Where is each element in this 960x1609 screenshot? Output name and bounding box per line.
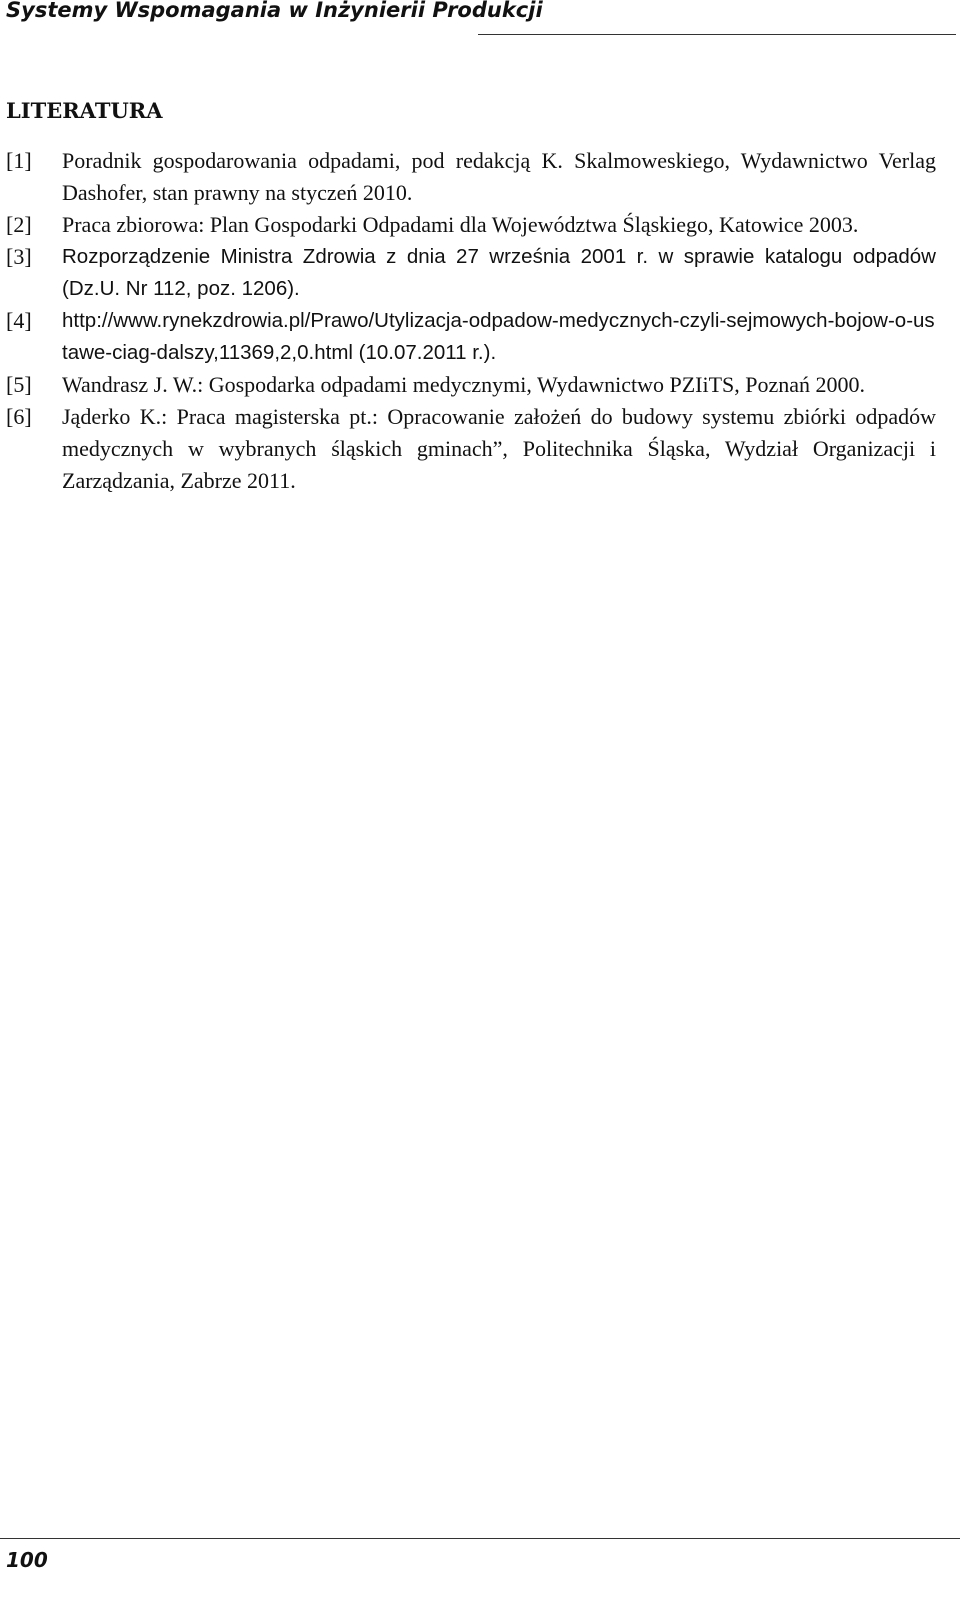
reference-url-text[interactable]: http://www.rynekzdrowia.pl/Prawo/Utylizacja-odpadow-medycznych-czyli-sejmowych-bojow-o-ustawe-ciag-dalszy,11369,2,0.html (10.07.2011 r.).	[62, 309, 935, 364]
reference-number: [4]	[6, 308, 32, 333]
reference-text: Jąderko K.: Praca magisterska pt.: Opracowanie założeń do budowy systemu zbiórki odpadów medycznych w wybranych śląskich gminach”, Politechnika Śląska, Wydział Organizacji i Zarządzania, Zabrze 2011.	[62, 404, 936, 493]
reference-list	[6, 145, 936, 497]
reference-item-6	[6, 401, 936, 497]
reference-item-2	[6, 209, 936, 241]
reference-item-4	[6, 305, 936, 369]
reference-number: [5]	[6, 372, 32, 397]
reference-text: Praca zbiorowa: Plan Gospodarki Odpadami dla Województwa Śląskiego, Katowice 2003.	[62, 212, 859, 237]
footer-rule	[0, 1538, 960, 1539]
reference-number: [2]	[6, 212, 32, 237]
section-heading: LITERATURA	[6, 98, 163, 123]
reference-text: Poradnik gospodarowania odpadami, pod redakcją K. Skalmoweskiego, Wydawnictwo Verlag Dashofer, stan prawny na styczeń 2010.	[62, 148, 936, 205]
header-rule	[478, 34, 956, 35]
reference-item-3	[6, 241, 936, 305]
reference-text: Rozporządzenie Ministra Zdrowia z dnia 27 września 2001 r. w sprawie katalogu odpadów (Dz.U. Nr 112, poz. 1206).	[62, 245, 936, 300]
running-header: Systemy Wspomagania w Inżynierii Produkcji	[6, 0, 543, 22]
reference-number: [1]	[6, 148, 32, 173]
reference-item-1	[6, 145, 936, 209]
page-number: 100	[6, 1548, 48, 1572]
reference-text: Wandrasz J. W.: Gospodarka odpadami medycznymi, Wydawnictwo PZIiTS, Poznań 2000.	[62, 372, 866, 397]
reference-number: [3]	[6, 244, 32, 269]
reference-item-5	[6, 369, 936, 401]
reference-number: [6]	[6, 404, 32, 429]
